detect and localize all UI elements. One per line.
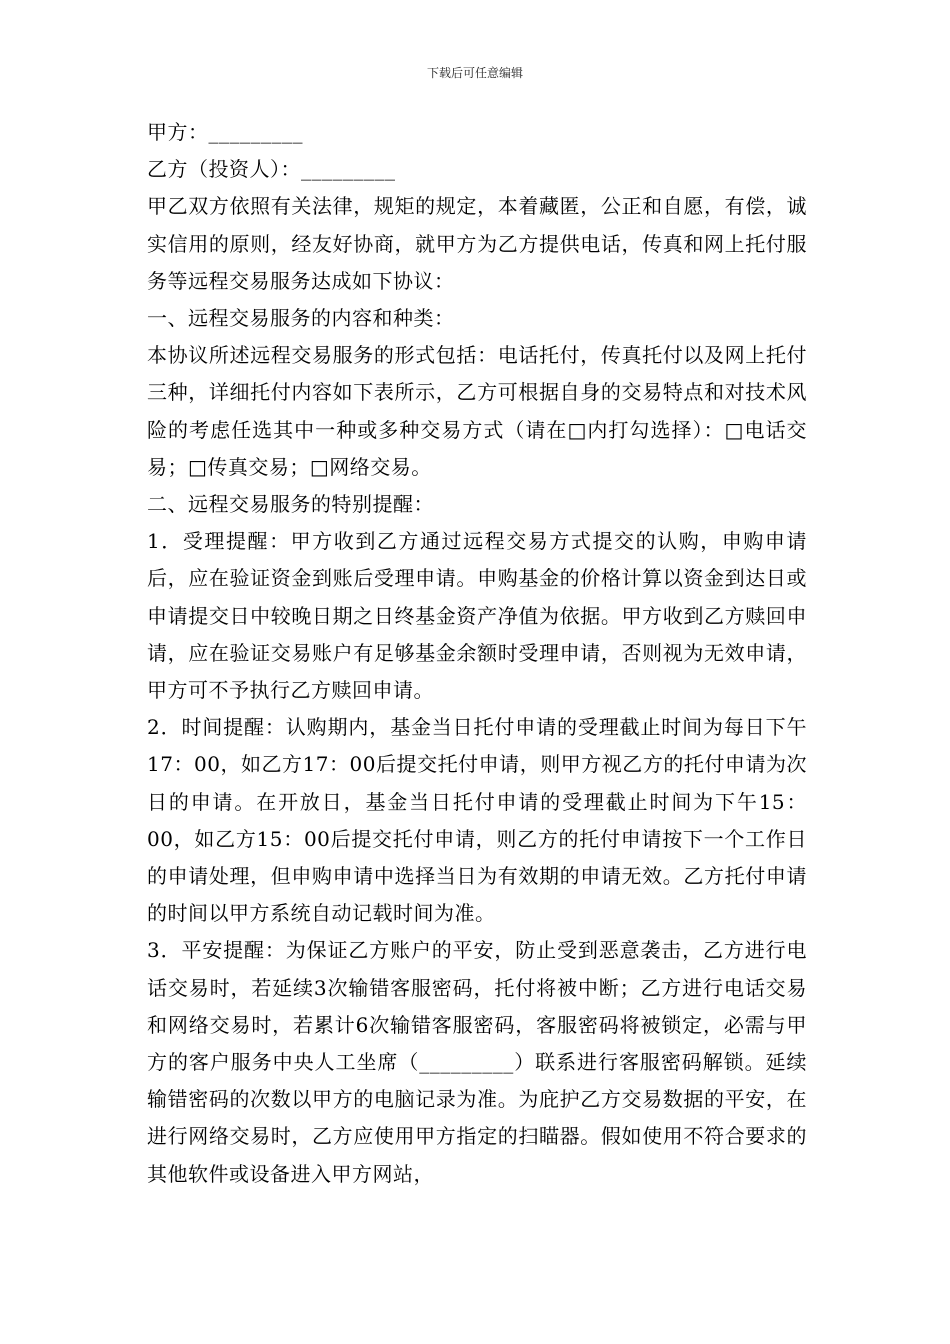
document-body (147, 114, 807, 1193)
section-2-heading: 二、远程交易服务的特别提醒： (147, 492, 434, 517)
section-1-paragraph: 本协议所述远程交易服务的形式包括：电话托付，传真托付以及网上托付三种，详细托付内容如下表所示，乙方可根据自身的交易特点和对技术风险的考虑任选其中一种或多种交易方式（请在□内打勾选择）：□电话交易；□传真交易；□网络交易。 (147, 343, 807, 479)
section-1-heading: 一、远程交易服务的内容和种类： (147, 306, 455, 331)
reminder-2-paragraph: 2．时间提醒：认购期内，基金当日托付申请的受理截止时间为每日下午17：00，如乙方17：00后提交托付申请，则甲方视乙方的托付申请为次日的申请。在开放日，基金当日托付申请的受理截止时间为下午15：00，如乙方15：00后提交托付申请，则乙方的托付申请按下一个工作日的申请处理，但申购申请中选择当日为有效期的申请无效。乙方托付申请的时间以甲方系统自动记载时间为准。 (147, 715, 807, 926)
reminder-3-paragraph: 3．平安提醒：为保证乙方账户的平安，防止受到恶意袭击，乙方进行电话交易时，若延续3次输错客服密码，托付将被中断；乙方进行电话交易和网络交易时，若累计6次输错客服密码，客服密码将被锁定，必需与甲方的客户服务中央人工坐席（_________）联系进行客服密码解锁。延续输错密码的次数以甲方的电脑记录为准。为庇护乙方交易数据的平安，在进行网络交易时，乙方应使用甲方指定的扫瞄器。假如使用不符合要求的其他软件或设备进入甲方网站， (147, 938, 807, 1186)
page-header: 下载后可任意编辑 (426, 66, 523, 80)
reminder-1-paragraph: 1．受理提醒：甲方收到乙方通过远程交易方式提交的认购，申购申请后，应在验证资金到账后受理申请。申购基金的价格计算以资金到达日或申请提交日中较晚日期之日终基金资产净值为依据。甲方收到乙方赎回申请，应在验证交易账户有足够基金余额时受理申请，否则视为无效申请，甲方可不予执行乙方赎回申请。 (147, 529, 807, 703)
party-a-line: 甲方：_________ (147, 120, 303, 144)
party-b-line: 乙方（投资人）：_________ (147, 157, 396, 182)
intro-paragraph: 甲乙双方依照有关法律，规矩的规定，本着藏匿，公正和自愿，有偿，诚实信用的原则，经友好协商，就甲方为乙方提供电话，传真和网上托付服务等远程交易服务达成如下协议： (147, 194, 807, 293)
